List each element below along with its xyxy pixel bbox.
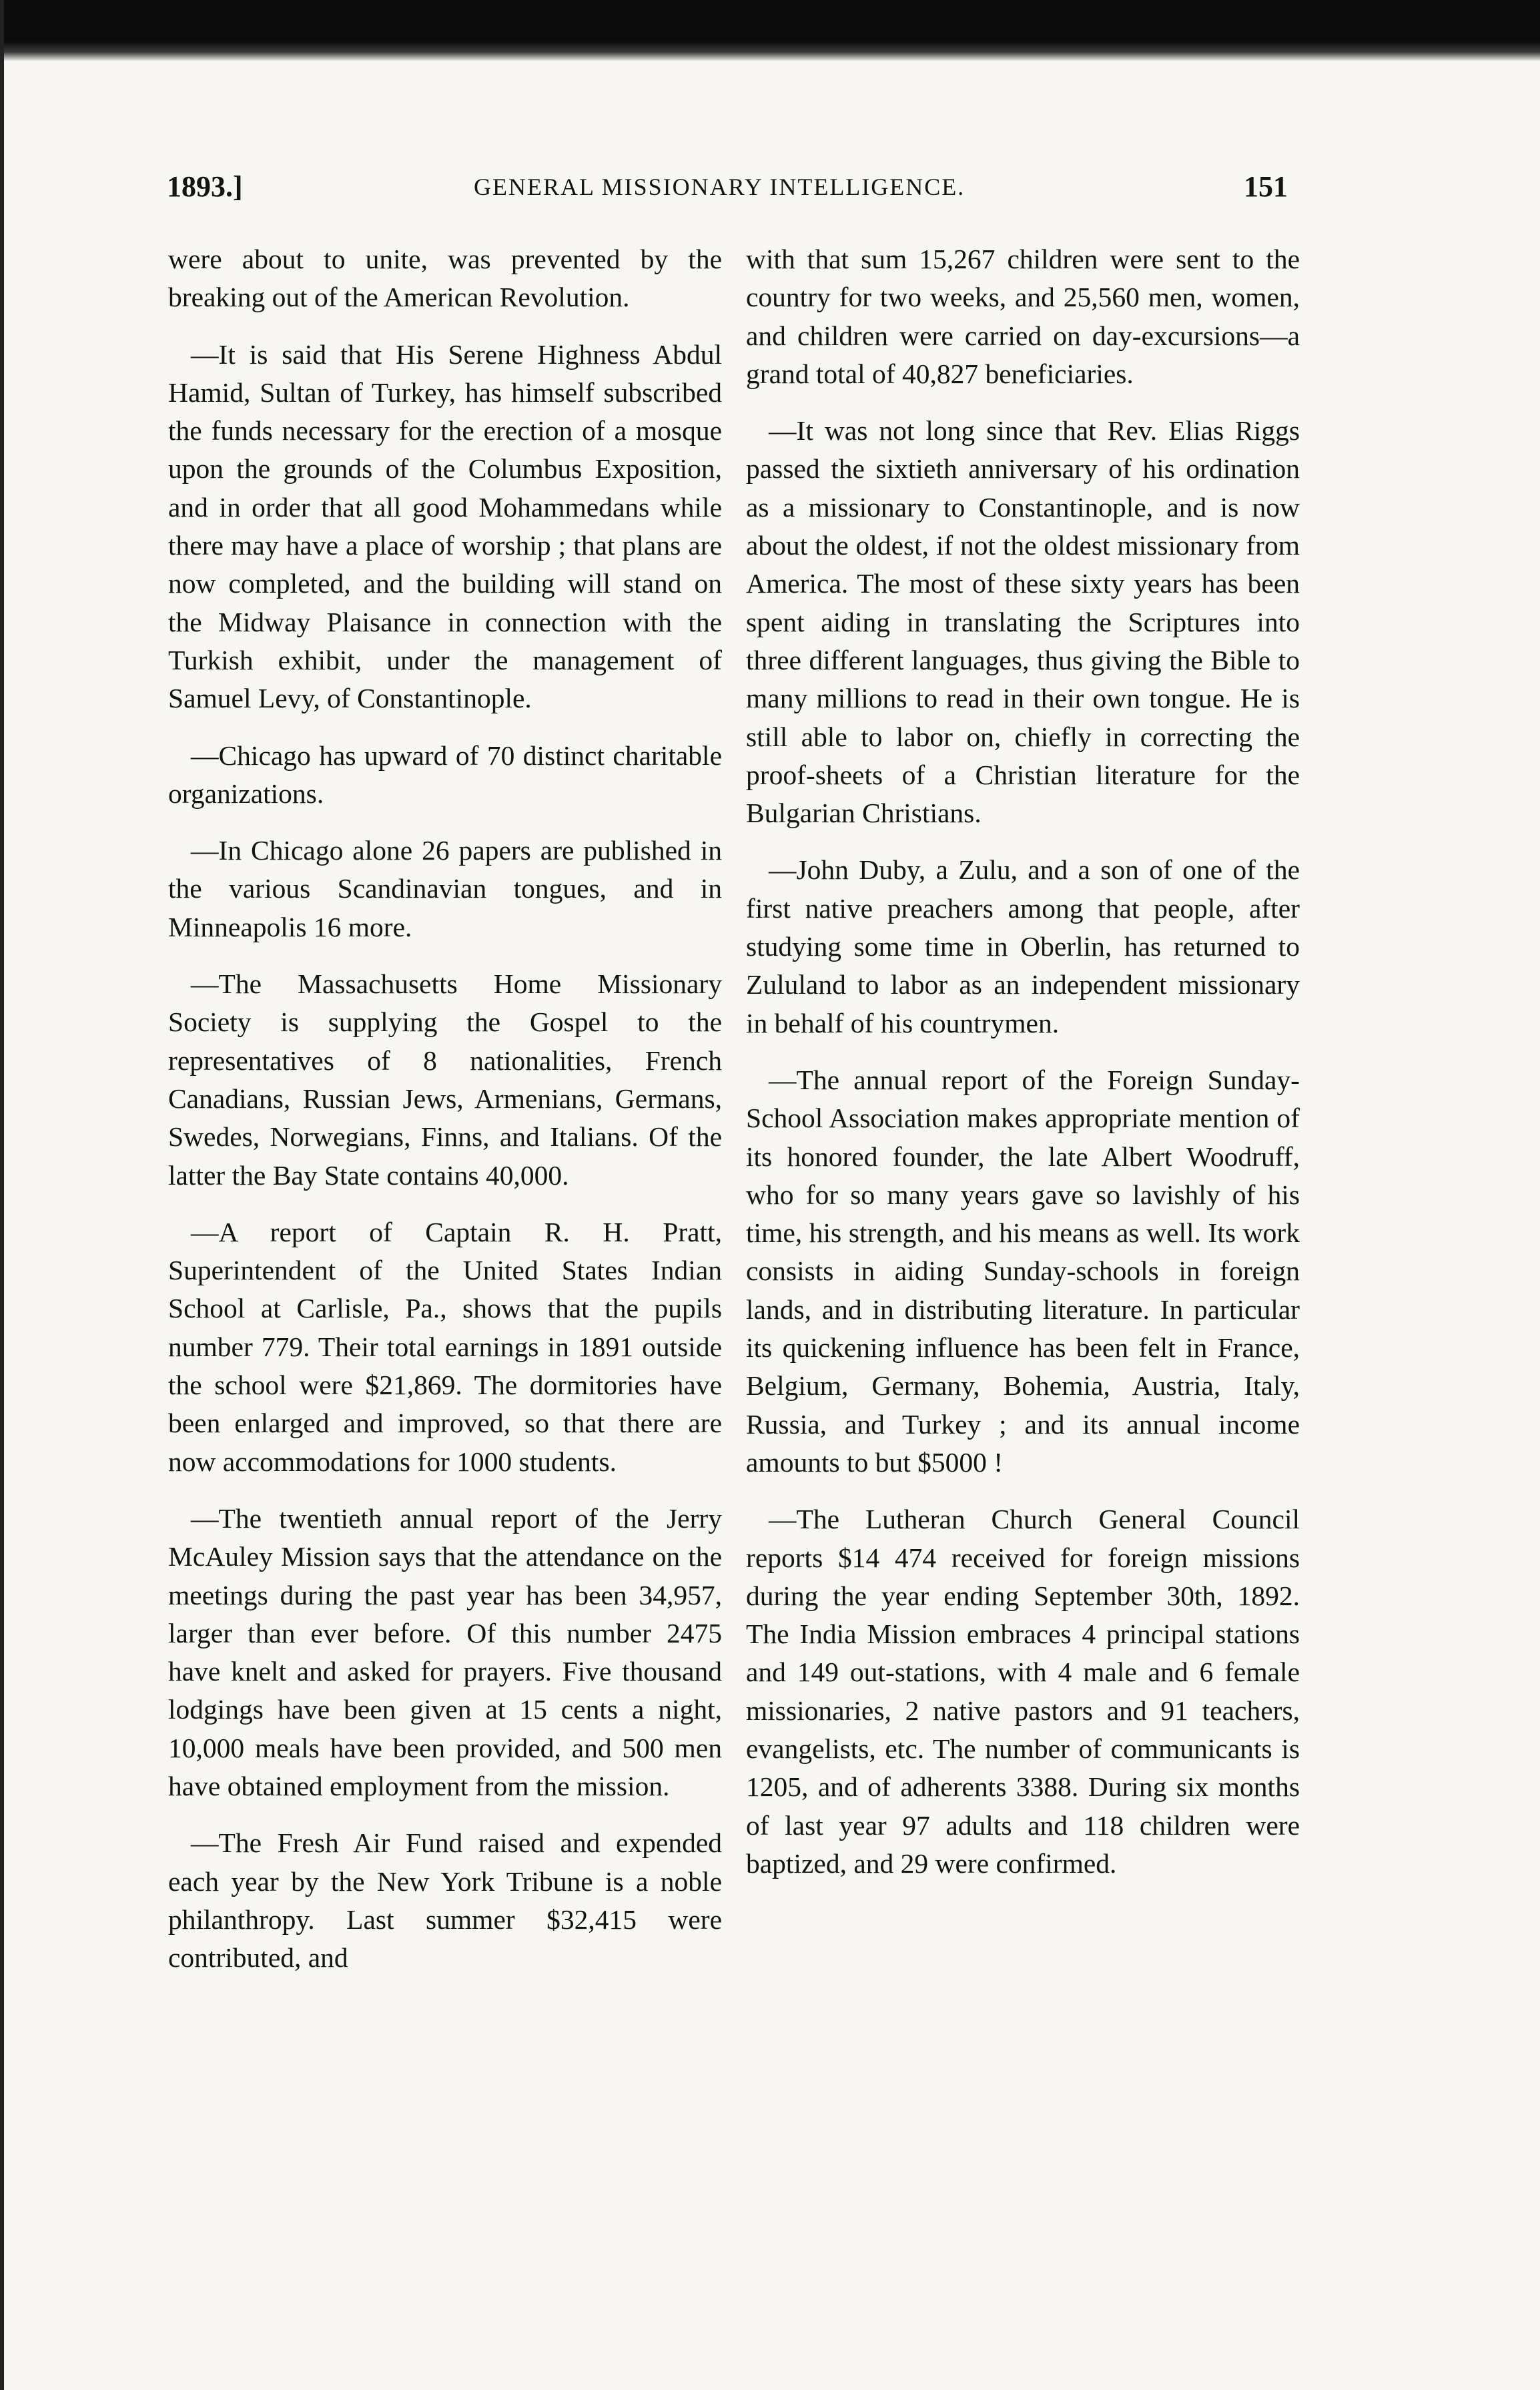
- paragraph: —The Fresh Air Fund raised and expended each year by the New York Tribune is a noble philanthropy. Last summer $32,415 were contributed, and: [168, 1827, 722, 1974]
- page-number: 151: [1244, 170, 1288, 203]
- paragraph: —The annual report of the Foreign Sunday-School Association makes appropriate mention of its honored founder, the late Albert Woodruff, who for so many years gave so lavishly of his time, his strength, and his means as well. Its work consists in aiding Sunday-schools in foreign lands, and in distributing literature. In particular its quickening influence has been felt in France, Belgium, Germany, Bohemia, Austria, Italy, Russia, and Turkey ; and its annual income amounts to but $5000 !: [746, 1064, 1300, 1478]
- header-year: 1893.]: [167, 170, 243, 203]
- paragraph: —The Massachusetts Home Missionary Society is supplying the Gospel to the representatives of 8 nationalities, French Canadians, Russian Jews, Armenians, Germans, Swedes, Norwegians, Finns, and Italians. Of the latter the Bay State contains 40,000.: [168, 968, 722, 1191]
- scan-border-top: [0, 0, 1540, 61]
- paragraph: —It is said that His Serene Highness Abdul Hamid, Sultan of Turkey, has himself subscribed the funds necessary for the erection of a mosque upon the grounds of the Columbus Exposition, and in order that all good Mohammedans while there may have a place of worship ; that plans are now completed, and the building will stand on the Midway Plaisance in connection with the Turkish exhibit, under the management of Samuel Levy, of Constantinople.: [168, 338, 722, 714]
- paragraph: —A report of Captain R. H. Pratt, Superintendent of the United States Indian School at Carlisle, Pa., shows that the pupils number 779. Their total earnings in 1891 outside the school were $21,869. The dormitories have been enlarged and improved, so that there are now accommodations for 1000 students.: [168, 1216, 722, 1477]
- paragraph: —It was not long since that Rev. Elias Riggs passed the sixtieth anniversary of his ordination as a missionary to Constantinople, and is now about the oldest, if not the oldest missionary from America. The most of these sixty years has been spent aiding in translating the Scriptures into three different languages, thus giving the Bible to many millions to read in their own tongue. He is still able to labor on, chiefly in correcting the proof-sheets of a Christian literature for the Bulgarian Christians.: [746, 415, 1300, 829]
- left-column: [168, 240, 722, 1996]
- right-column: [746, 240, 1300, 1901]
- paragraph: were about to unite, was prevented by the breaking out of the American Revolution.: [168, 244, 722, 313]
- paragraph: —Chicago has upward of 70 distinct charitable organizations.: [168, 739, 722, 809]
- paragraph: —The Lutheran Church General Council reports $14 474 received for foreign missions during the year ending September 30th, 1892. The India Mission embraces 4 principal stations and 149 out-stations, with 4 male and 6 female missionaries, 2 native pastors and 91 teachers, evangelists, etc. The number of communicants is 1205, and of adherents 3388. During six months of last year 97 adults and 118 children were baptized, and 29 were confirmed.: [746, 1504, 1300, 1879]
- scan-border-left: [0, 0, 4, 2390]
- paragraph: —John Duby, a Zulu, and a son of one of the first native preachers among that people, after studying some time in Oberlin, has returned to Zululand to labor as an independent missionary in behalf of his countrymen.: [746, 854, 1300, 1038]
- paragraph: —In Chicago alone 26 papers are published in the various Scandinavian tongues, and in Minneapolis 16 more.: [168, 835, 722, 942]
- header-title: GENERAL MISSIONARY INTELLIGENCE.: [474, 174, 966, 200]
- running-header: [167, 160, 1288, 214]
- paragraph: —The twentieth annual report of the Jerry McAuley Mission says that the attendance on the meetings during the past year has been 34,957, larger than ever before. Of this number 2475 have knelt and asked for prayers. Five thousand lodgings have been given at 15 cents a night, 10,000 meals have been provided, and 500 men have obtained employment from the mission.: [168, 1502, 722, 1801]
- paragraph: with that sum 15,267 children were sent to the country for two weeks, and 25,560 men, women, and children were carried on day-excursions—a grand total of 40,827 beneficiaries.: [746, 244, 1300, 389]
